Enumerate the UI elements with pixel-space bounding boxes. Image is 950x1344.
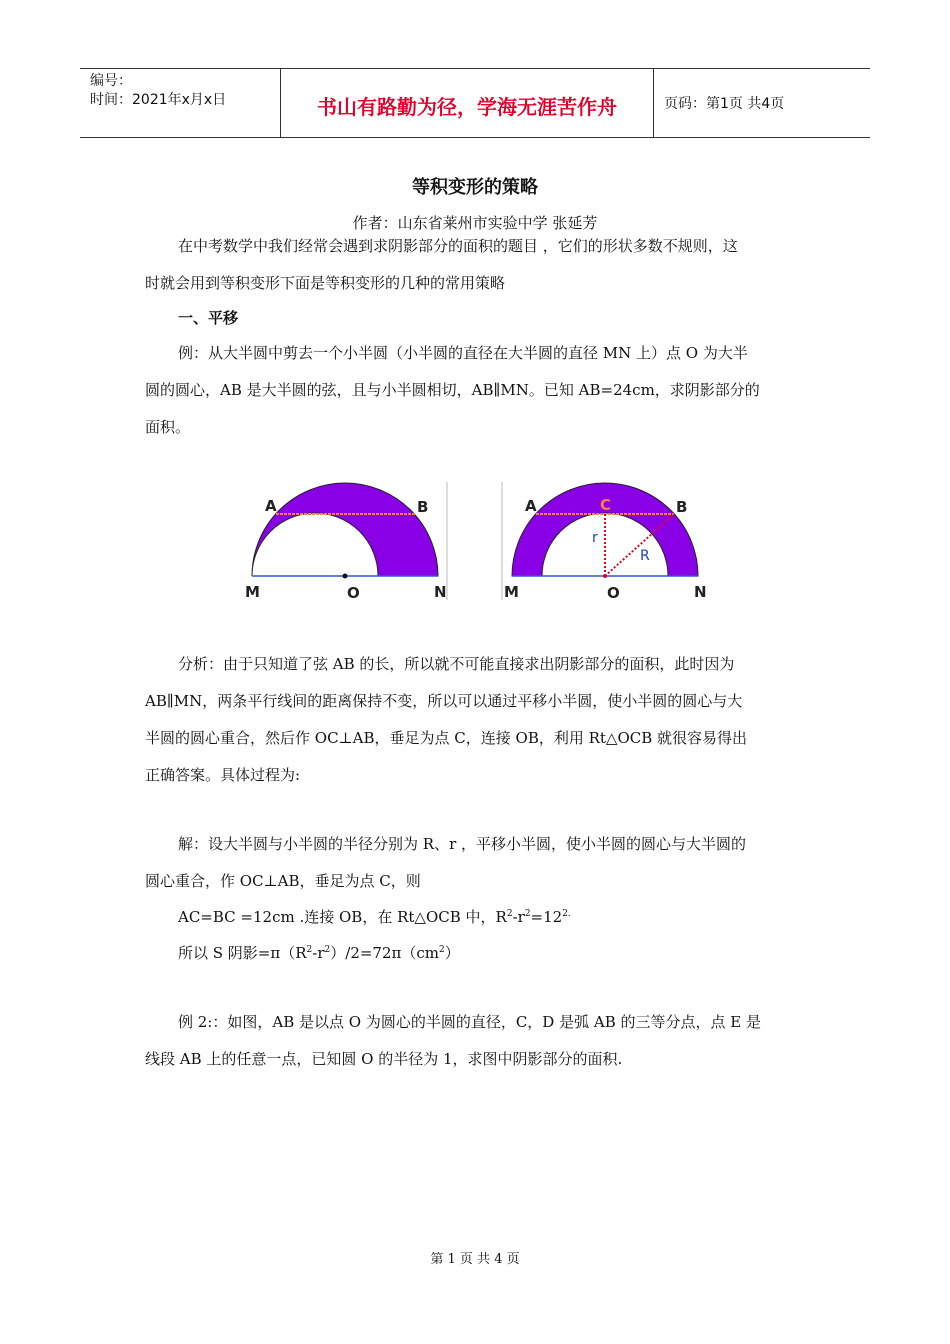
figure-1-shaded-region (252, 483, 438, 576)
solution-line-3 (145, 899, 807, 936)
figure-1-label-b: B (417, 498, 429, 516)
solution-3-sup-c: 2. (562, 909, 571, 919)
author-line: 作者：山东省莱州市实验中学 张延芳 (352, 214, 598, 232)
solution-4-sup-a: 2 (306, 945, 313, 955)
solution-4-sup-c: 2 (439, 945, 445, 955)
figure-2-label-r-small: r (592, 530, 598, 546)
figure-1-center-point (343, 574, 348, 579)
figure-1-label-n: N (434, 583, 447, 601)
example-1-line-1: 例：从大半圆中剪去一个小半圆（小半圆的直径在大半圆的直径 MN 上）点 O 为大半 (178, 344, 748, 362)
figure-2-label-r-big: R (640, 548, 650, 564)
analysis-line-4: 正确答案。具体过程为: (145, 766, 301, 784)
header-page-cell (654, 69, 870, 137)
intro-line-1: 在中考数学中我们经常会遇到求阴影部分的面积的题目 ，它们的形状多数不规则，这 (178, 237, 738, 255)
solution-4-sup-b: 2 (324, 945, 331, 955)
solution-line-1: 解：设大半圆与小半圆的半径分别为 R、r ，平移小半圆，使小半圆的圆心与大半圆的 (178, 835, 747, 853)
figure-2-diagram (500, 478, 715, 602)
solution-3-text-a: AC=BC =12cm .连接 OB，在 Rt△OCB 中，R (178, 908, 507, 926)
page-info: 页码：第1页 共4页 (664, 96, 785, 112)
solution-4-text-b: -r (312, 944, 325, 962)
solution-4-text-d: ） (444, 944, 460, 962)
solution-3-text-b: -r (512, 908, 525, 926)
number-label: 编号： (90, 73, 132, 89)
analysis-line-3: 半圆的圆心重合，然后作 OC⊥AB，垂足为点 C，连接 OB，利用 Rt△OCB 就很容易得出 (145, 729, 748, 747)
motto: 书山有路勤为径，学海无涯苦作舟 (317, 95, 617, 119)
figure-1-diagram (240, 478, 450, 602)
solution-4-text-a: 所以 S 阴影=π（R (178, 944, 307, 962)
solution-line-2: 圆心重合，作 OC⊥AB，垂足为点 C，则 (145, 872, 421, 890)
solution-3-text-c: =12 (530, 908, 563, 926)
figure-2-label-a: A (525, 497, 537, 515)
section-heading: 一、平移 (178, 309, 239, 327)
header-meta-cell (80, 69, 281, 137)
example-1-line-2: 圆的圆心，AB 是大半圆的弦，且与小半圆相切，AB∥MN。已知 AB=24cm，求阴影部分的 (145, 381, 760, 399)
solution-4-text-c: ）/2=72π（cm (330, 944, 440, 962)
intro-line-2: 时就会用到等积变形下面是等积变形的几种的常用策略 (145, 274, 506, 292)
figure-2-label-n: N (694, 583, 707, 601)
time-label: 时间：2021年x月x日 (90, 92, 227, 108)
example-1-line-3: 面积。 (145, 418, 191, 436)
document-title: 等积变形的策略 (412, 177, 538, 198)
analysis-line-2: AB∥MN，两条平行线间的距离保持不变，所以可以通过平移小半圆，使小半圆的圆心与大 (145, 692, 743, 710)
figure-2-label-o: O (607, 584, 620, 602)
figure-2-label-m: M (504, 583, 519, 601)
figure-2-label-c: C (600, 496, 612, 514)
figure-1-label-o: O (347, 584, 360, 602)
figure-1-label-a: A (265, 497, 277, 515)
figure-2-center-point (603, 574, 607, 578)
figure-1-label-m: M (245, 583, 260, 601)
example-2-line-2: 线段 AB 上的任意一点，已知圆 O 的半径为 1，求图中阴影部分的面积. (145, 1050, 623, 1068)
header-table (80, 68, 870, 138)
analysis-line-1: 分析：由于只知道了弦 AB 的长，所以就不可能直接求出阴影部分的面积，此时因为 (178, 655, 735, 673)
solution-3-sup-a: 2 (506, 909, 513, 919)
solution-line-4 (145, 935, 807, 972)
page-footer: 第 1 页 共 4 页 (430, 1252, 520, 1267)
example-2-line-1: 例 2:：如图，AB 是以点 O 为圆心的半圆的直径，C，D 是弧 AB 的三等分点，点 E 是 (178, 1013, 761, 1031)
header-motto-cell (281, 69, 654, 137)
figure-2-label-b: B (676, 498, 688, 516)
solution-3-sup-b: 2 (524, 909, 531, 919)
